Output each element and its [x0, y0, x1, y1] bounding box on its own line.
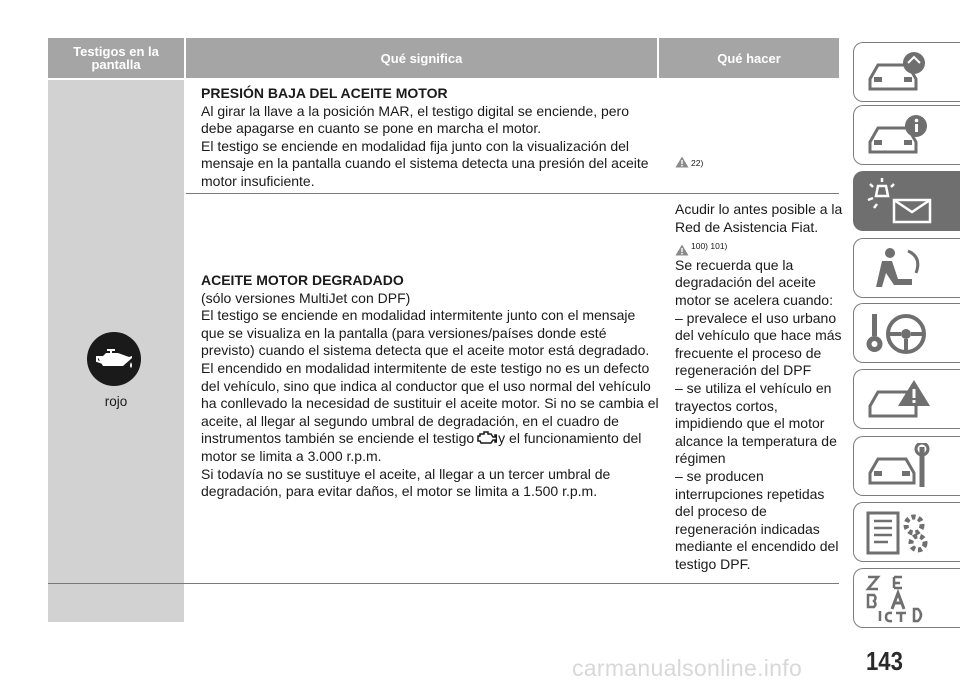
technical-data-icon	[864, 509, 934, 557]
seat-airbag-icon	[864, 245, 934, 293]
warning-reference: 22)	[691, 158, 704, 168]
side-tab-maintenance[interactable]	[853, 436, 960, 496]
row-text-part: El encendido en modalidad intermitente de este testigo no es un defecto del vehículo, sino que indica al conductor que el uso normal del vehículo ha conllevado la necesidad de sustituir el aceite motor. Si no se cambia el aceite, al llegar al segundo umbral de degradación, en el cuadro de instrumentos también se enciende el testigo	[201, 359, 659, 447]
car-info-icon	[864, 112, 934, 160]
emergency-triangle-icon	[864, 376, 934, 424]
row-text: Si todavía no se sustituye el aceite, al llegar a un tercer umbral de degradación, para evitar daños, el motor se limita a 1.500 r.p.m.	[201, 465, 611, 500]
row-text: Al girar la llave a la posición MAR, el testigo digital se enciende, pero debe apagarse en cuanto se pone en marcha el motor.	[201, 102, 630, 137]
row-text: El testigo se enciende en modalidad intermitente junto con el mensaje que se visualiza en la pantalla (para versiones/países donde esté previsto) cuando el sistema detecta que el aceite motor está degradado.	[201, 307, 650, 359]
row-divider	[186, 193, 839, 194]
watermark: carmanualsonline.info	[572, 655, 803, 681]
key-steering-wheel-icon	[864, 310, 934, 358]
row-low-oil-pressure-action	[675, 156, 703, 168]
side-tab-technical-data[interactable]	[853, 502, 960, 562]
warning-reference: 100) 101)	[691, 241, 728, 252]
action-bullet: – se producen interrupciones repetidas del proceso de regeneración indicadas mediante el encendido del testigo DPF.	[675, 467, 839, 572]
table-header	[48, 38, 839, 78]
row-text-part: y el funcionamiento del motor se limita a 3.000 r.p.m.	[201, 430, 642, 464]
warning-triangle-icon	[675, 244, 689, 256]
car-maintenance-icon	[864, 443, 934, 491]
side-tab-starting-driving[interactable]	[853, 303, 960, 363]
warning-triangle-icon	[675, 156, 689, 168]
row-text	[201, 360, 661, 466]
header-indicators: Testigos en la pantalla	[48, 38, 184, 78]
side-tab-index[interactable]	[853, 568, 960, 628]
header-meaning: Qué significa	[186, 38, 657, 78]
row-title: ACEITE MOTOR DEGRADADO	[201, 272, 404, 288]
indicator-color-label: rojo	[104, 394, 128, 409]
action-bullet: – se utiliza el vehículo en trayectos cortos, impidiendo que el motor alcance la temperatura de régimen	[675, 379, 837, 467]
side-tab-warning-lights[interactable]	[853, 171, 960, 231]
alphabetical-index-icon	[864, 575, 934, 623]
page-number: 143	[866, 646, 903, 676]
action-text: Se recuerda que la degradación del aceite motor se acelera cuando:	[675, 256, 833, 308]
car-dashboard-icon	[864, 49, 934, 97]
side-tab-dashboard[interactable]	[853, 42, 960, 102]
indicator-column	[48, 80, 184, 622]
side-tab-car-info[interactable]	[853, 105, 960, 165]
warning-reference-line	[675, 238, 843, 256]
row-title: PRESIÓN BAJA DEL ACEITE MOTOR	[201, 85, 448, 101]
table-bottom-border	[48, 583, 839, 584]
side-tab-emergency[interactable]	[853, 369, 960, 429]
oil-can-icon	[85, 330, 143, 388]
action-text: Acudir lo antes posible a la Red de Asistencia Fiat.	[675, 201, 843, 235]
row-low-oil-pressure-meaning	[201, 85, 661, 191]
engine-check-icon	[475, 431, 497, 445]
action-bullet: – prevalece el uso urbano del vehículo que hace más frecuente el proceso de regeneración del DPF	[675, 309, 842, 379]
row-degraded-oil-action	[675, 201, 843, 573]
header-action: Qué hacer	[659, 38, 839, 78]
row-degraded-oil-meaning	[201, 272, 661, 501]
warning-light-message-icon	[864, 178, 934, 226]
side-tab-safety[interactable]	[853, 238, 960, 298]
row-subtitle: (sólo versiones MultiJet con DPF)	[201, 289, 411, 306]
row-text: El testigo se enciende en modalidad fija junto con la visualización del mensaje en la pantalla cuando el sistema detecta una presión del aceite motor insuficiente.	[201, 137, 649, 189]
